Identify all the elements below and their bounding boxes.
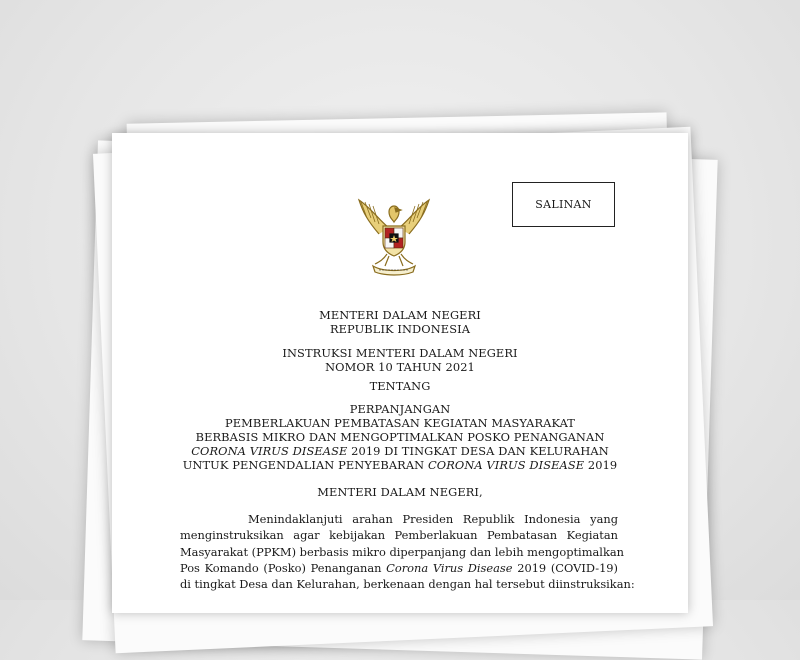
body-line: di tingkat Desa dan Kelurahan, berkenaan dengan hal tersebut diinstruksikan: [180, 577, 635, 592]
instruction-title-line: INSTRUKSI MENTERI DALAM NEGERI [282, 346, 518, 360]
salinan-label: SALINAN [535, 198, 592, 211]
subject-line [112, 458, 688, 472]
body-paragraph [180, 511, 635, 592]
subject-italic: CORONA VIRUS DISEASE [191, 444, 348, 458]
subject-text: 2019 [584, 458, 618, 472]
document-page [112, 133, 688, 613]
subject-text: UNTUK PENGENDALIAN PENYEBARAN [182, 458, 428, 472]
instruction-number-line: NOMOR 10 TAHUN 2021 [325, 360, 475, 374]
ministry-line: REPUBLIK INDONESIA [329, 322, 471, 336]
signatory-heading [112, 485, 688, 499]
body-italic: Corona Virus Disease [386, 560, 513, 575]
body-text: Pos Komando (Posko) Penanganan [180, 560, 387, 575]
subject-text: 2019 DI TINGKAT DESA DAN KELURAHAN [347, 444, 609, 458]
body-line: Masyarakat (PPKM) berbasis mikro diperpanjang dan lebih mengoptimalkan [180, 544, 624, 559]
body-line [180, 560, 618, 576]
body-line: Menindaklanjuti arahan Presiden Republik Indonesia yang [248, 512, 618, 526]
ministry-heading [112, 308, 688, 336]
instruction-title [112, 346, 688, 374]
subject-block [112, 402, 688, 472]
salinan-stamp [512, 182, 615, 227]
ministry-line: MENTERI DALAM NEGERI [319, 308, 481, 322]
subject-line [112, 444, 688, 458]
about-heading [112, 379, 688, 393]
subject-italic: CORONA VIRUS DISEASE [427, 458, 585, 472]
body-line: menginstruksikan agar kebijakan Pemberlakuan Pembatasan Kegiatan [180, 528, 618, 543]
subject-line: PEMBERLAKUAN PEMBATASAN KEGIATAN MASYARAKAT [224, 416, 575, 430]
signatory-label: MENTERI DALAM NEGERI, [317, 485, 483, 499]
body-text: 2019 (COVID-19) [512, 560, 619, 575]
about-label: TENTANG [369, 379, 431, 393]
garuda-emblem-icon [349, 190, 439, 280]
subject-line: PERPANJANGAN [349, 402, 451, 416]
subject-line: BERBASIS MIKRO DAN MENGOPTIMALKAN POSKO PENANGANAN [195, 430, 605, 444]
